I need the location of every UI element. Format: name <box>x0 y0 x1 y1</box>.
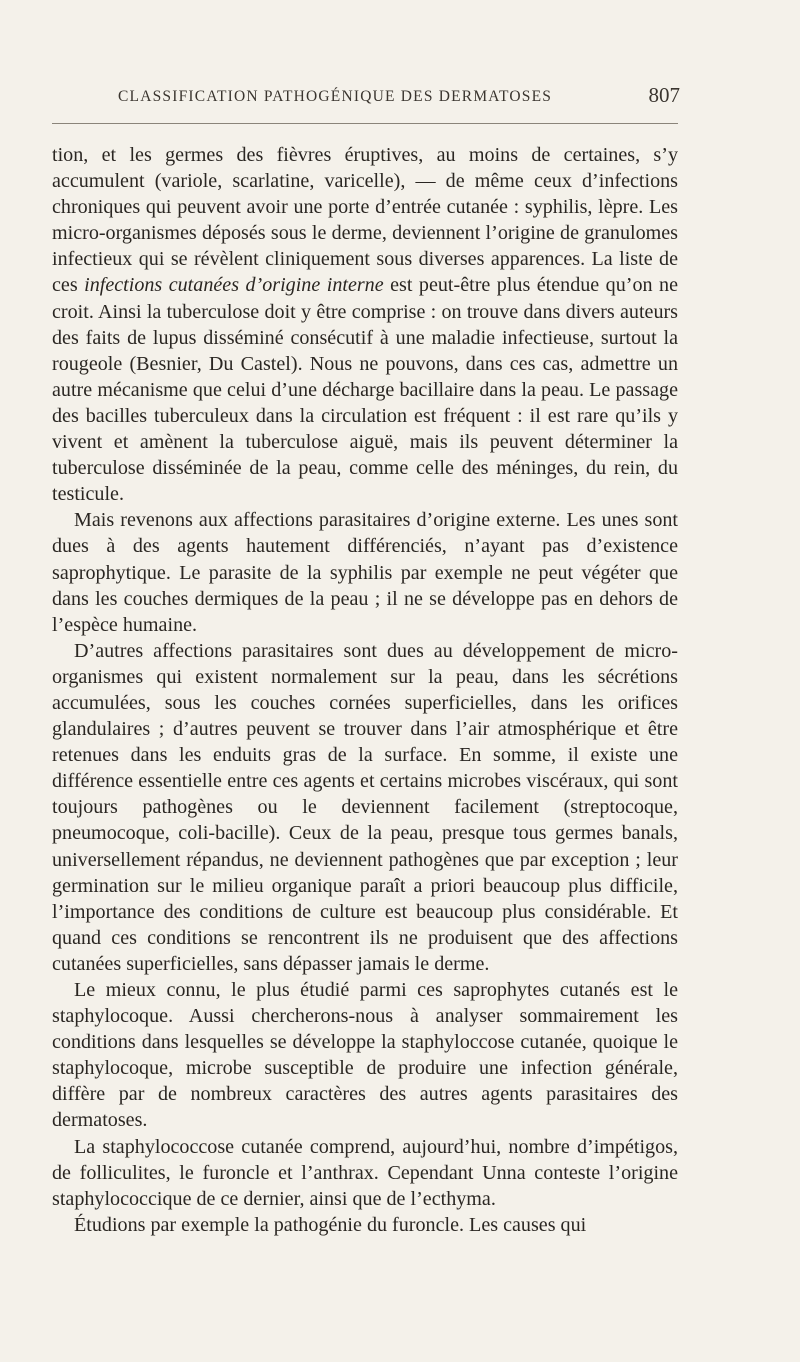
paragraph-4: Le mieux connu, le plus étudié parmi ces saprophytes cutanés est le staphylocoque. Aussi chercherons-nous à analyser sommairement les conditions dans lesquelles se développe la staphyloccose cutanée, quoique le staphylocoque, microbe susceptible de produire une infection générale, diffère par de nombreux caractères des autres agents parasitaires des dermatoses. <box>52 979 678 1132</box>
page-number: 807 <box>648 83 680 107</box>
paragraph-2: Mais revenons aux affections parasitaires d’origine externe. Les unes sont dues à des agents hautement différenciés, n’ayant pas d’existence saprophytique. Le parasite de la syphilis par exemple ne peut végéter que dans les couches dermiques de la peau ; il ne se développe pas en dehors de l’espèce humaine. <box>52 509 678 636</box>
body-text <box>52 142 678 1238</box>
paragraph-3: D’autres affections parasitaires sont dues au développement de micro-organismes qui existent normalement sur la peau, dans les sécrétions accumulées, sous les couches cornées superficielles, dans les orifices glandulaires ; d’autres peuvent se trouver dans l’air atmosphérique et être retenues dans les enduits gras de la surface. En somme, il existe une différence essentielle entre ces agents et certains microbes viscéraux, qui sont toujours pathogènes ou le deviennent facilement (streptocoque, pneumocoque, coli-bacille). Ceux de la peau, presque tous germes banals, universellement répandus, ne deviennent pathogènes que par exception ; leur germination sur le milieu organique paraît a priori beaucoup plus difficile, l’importance des conditions de culture est beaucoup plus considérable. Et quand ces conditions se rencontrent ils ne produisent que des affections cutanées superficielles, sans dépasser jamais le derme. <box>52 639 678 975</box>
paragraph-1 <box>52 142 678 507</box>
paragraph-1-before: tion, et les germes des fièvres éruptives, au moins de certaines, s’y accumulent (variole, scarlatine, varicelle), — de même ceux d’infections chroniques qui peuvent avoir une porte d’entrée cutanée : syphilis, lèpre. Les micro-organismes déposés sous le derme, deviennent l’origine de granulomes infectieux qui se révèlent cliniquement sous diverses apparences. La liste de ces <box>52 144 678 297</box>
paragraph-1-after: est peut-être plus étendue qu’on ne croit. Ainsi la tuberculose doit y être comprise : on trouve dans divers auteurs des faits de lupus disséminé consécutif à une maladie infectieuse, surtout la rougeole (Besnier, Du Castel). Nous ne pouvons, dans ces cas, admettre un autre mécanisme que celui d’une décharge bacillaire dans la peau. Le passage des bacilles tuberculeux dans la circulation est fréquent : il est rare qu’ils y vivent et amènent la tuberculose aiguë, mais ils peuvent déterminer la tuberculose disséminée de la peau, comme celle des méninges, du rein, du testicule. <box>52 274 678 506</box>
running-header-title: CLASSIFICATION PATHOGÉNIQUE DES DERMATOSES <box>118 88 553 105</box>
paragraph-5: La staphylococcose cutanée comprend, aujourd’hui, nombre d’impétigos, de folliculites, le furoncle et l’anthrax. Cependant Unna conteste l’origine staphylococcique de ce dernier, ainsi que de l’ecthyma. <box>52 1135 678 1210</box>
header-rule <box>52 123 678 124</box>
paragraph-6: Étudions par exemple la pathogénie du furoncle. Les causes qui <box>74 1213 587 1236</box>
running-header <box>118 83 680 107</box>
paragraph-1-emphasis: infections cutanées d’origine interne <box>84 274 384 297</box>
